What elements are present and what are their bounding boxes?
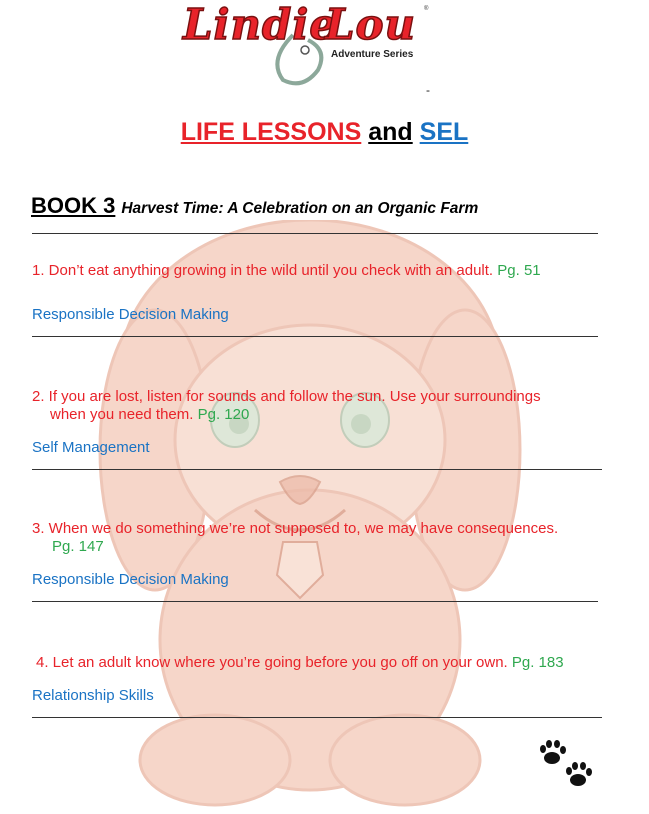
- lesson-text: 3. When we do something we’re not supposed to, we may have consequences.: [32, 520, 559, 537]
- sel-category: Responsible Decision Making: [32, 306, 229, 323]
- page-title: [0, 118, 649, 147]
- page-reference: Pg. 183: [511, 654, 564, 671]
- trademark-mark: ®: [424, 6, 429, 12]
- lesson-4: [36, 654, 564, 672]
- divider: [32, 336, 598, 337]
- page-reference: Pg. 147: [52, 538, 104, 555]
- lesson-text-continued: when you need them.: [50, 406, 194, 423]
- lesson-text: 2. If you are lost, listen for sounds and follow the sun. Use your surroundings: [32, 388, 541, 405]
- divider: [32, 469, 602, 470]
- divider: [32, 233, 598, 234]
- logo-subtitle: Adventure Series: [331, 49, 414, 60]
- lindie-lou-logo: [175, 0, 435, 92]
- page-reference: Pg. 120: [197, 406, 250, 423]
- paw-prints-icon: [538, 740, 598, 792]
- lesson-1: [32, 262, 541, 280]
- sel-category: Responsible Decision Making: [32, 571, 229, 588]
- title-and: and: [368, 118, 413, 146]
- book-label: BOOK 3: [31, 193, 116, 218]
- lesson-text: 4. Let an adult know where you’re going before you go off on your own.: [36, 654, 508, 671]
- stray-mark: -: [426, 83, 430, 97]
- lesson-text: 1. Don’t eat anything growing in the wild until you check with an adult.: [32, 262, 494, 279]
- divider: [32, 601, 598, 602]
- book-title: Harvest Time: A Celebration on an Organic Farm: [121, 200, 479, 217]
- logo-word-lou: Lou: [325, 0, 417, 49]
- sel-category: Relationship Skills: [32, 687, 154, 704]
- page-reference: Pg. 51: [497, 262, 541, 279]
- sel-category: Self Management: [32, 439, 150, 456]
- lesson-2: [32, 388, 541, 424]
- divider: [32, 717, 602, 718]
- lesson-3: [32, 520, 558, 556]
- book-heading: [31, 193, 478, 219]
- title-life-lessons: LIFE LESSONS: [180, 118, 362, 146]
- logo-word-lindie: Lindie: [183, 0, 338, 49]
- title-sel: SEL: [419, 118, 469, 146]
